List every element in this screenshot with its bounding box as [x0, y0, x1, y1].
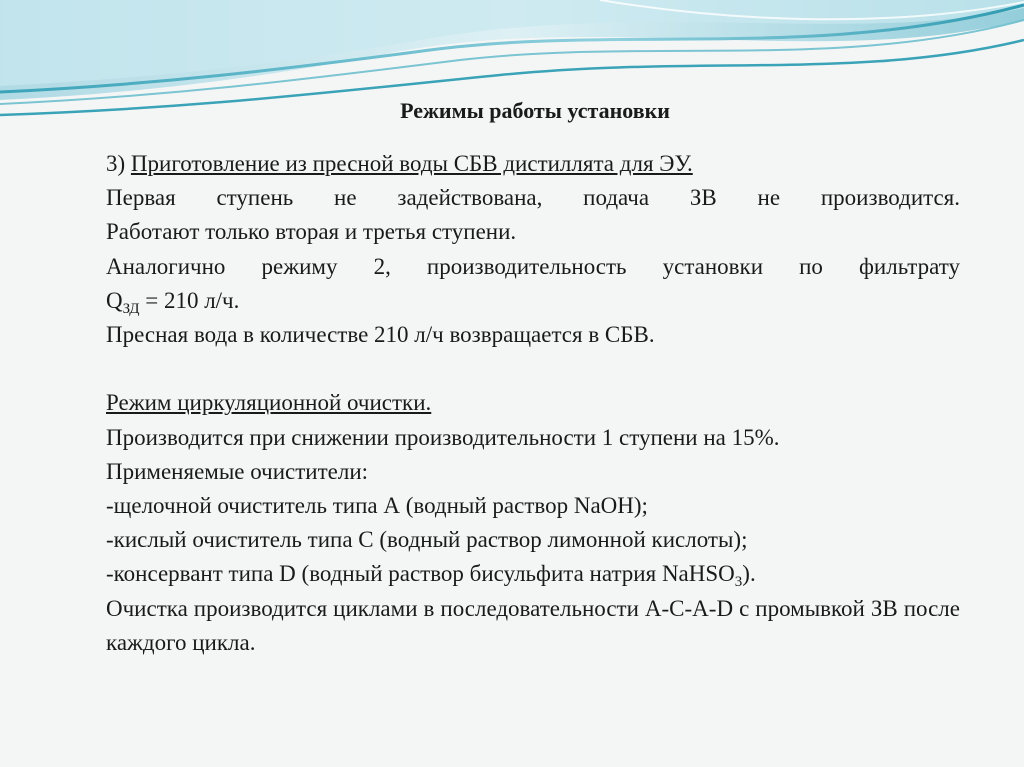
- q-subscript: ЗД: [122, 300, 140, 317]
- cleaning-line-2: Применяемые очистители:: [106, 458, 369, 484]
- q-symbol: Q: [106, 287, 123, 313]
- cleaner-item-a: -щелочной очиститель типа А (водный раствор NaOH);: [106, 493, 648, 519]
- cleaner-item-d-text: -консервант типа D (водный раствор бисульфита натрия NaHSO: [106, 561, 735, 587]
- spacer: [106, 352, 960, 386]
- slide-body: [106, 147, 960, 660]
- cleaner-item-d-subscript: 3: [734, 574, 743, 591]
- cleaning-line-1: Производится при снижении производительности 1 ступени на 15%.: [106, 424, 780, 450]
- cleaning-heading: Режим циркуляционной очистки.: [106, 390, 432, 416]
- q-value: = 210 л/ч.: [139, 287, 240, 313]
- section-3-heading-text: Приготовление из пресной воды СБВ дистиллята для ЭУ.: [130, 151, 693, 176]
- cleaning-final: Очистка производится циклами в последовательности А-С-А-D с промывкой ЗВ после каждого цикла.: [106, 595, 960, 655]
- section-3-q-line: [106, 284, 960, 318]
- section-3-line-1: Первая ступень не задействована, подача ЗВ не производится.: [106, 185, 960, 211]
- cleaner-item-c: -кислый очиститель типа С (водный раствор лимонной кислоты);: [106, 527, 748, 553]
- section-3-line-3: Аналогично режиму 2, производительность установки по фильтрату: [106, 253, 960, 279]
- section-3-line-5: Пресная вода в количестве 210 л/ч возвращается в СБВ.: [106, 322, 655, 348]
- cleaner-item-d-end: ).: [742, 561, 756, 587]
- section-3-heading: [106, 147, 960, 181]
- slide-title: Режимы работы установки: [400, 98, 670, 123]
- cleaner-item-d: [106, 557, 960, 591]
- section-3-line-2: Работают только вторая и третья ступени.: [106, 219, 517, 245]
- section-3-number: 3): [106, 151, 131, 176]
